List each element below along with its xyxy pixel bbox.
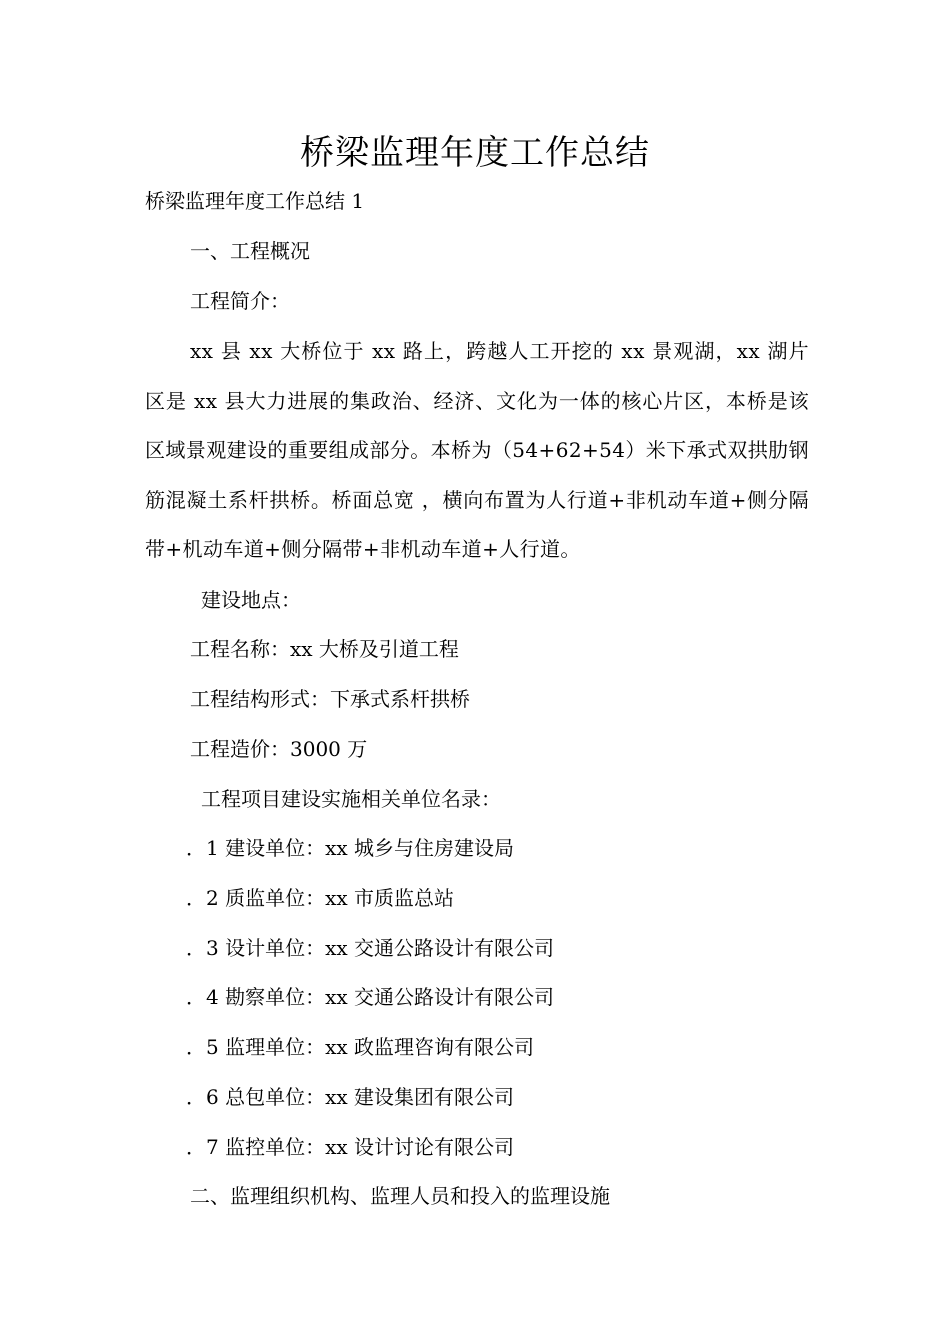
unit-list-item: ．4 勘察单位：xx 交通公路设计有限公司 bbox=[186, 985, 554, 1009]
unit-list-item: ．1 建设单位：xx 城乡与住房建设局 bbox=[186, 836, 514, 860]
project-cost: 工程造价：3000 万 bbox=[190, 737, 368, 761]
unit-list-item: ．7 监控单位：xx 设计讨论有限公司 bbox=[186, 1135, 514, 1159]
unit-list-item: ．3 设计单位：xx 交通公路设计有限公司 bbox=[186, 936, 554, 960]
location-label: 建设地点： bbox=[201, 588, 301, 612]
intro-paragraph: xx 县 xx 大桥位于 xx 路上，跨越人工开挖的 xx 景观湖，xx 湖片区是 xx 县大力进展的集政治、经济、文化为一体的核心片区，本桥是该区域景观建设的重要组成部分。本桥为（54+62+54）米下承式双拱肋钢筋混凝土系杆拱桥。桥面总宽 ，横向布置为人行道+非机动车道+侧分隔带+机动车道+侧分隔带+非机动车道+人行道。 bbox=[145, 339, 809, 561]
structure-type: 工程结构形式：下承式系杆拱桥 bbox=[190, 687, 470, 711]
section1-heading: 一、工程概况 bbox=[190, 239, 310, 263]
intro-heading: 工程简介： bbox=[190, 289, 290, 313]
section2-heading: 二、监理组织机构、监理人员和投入的监理设施 bbox=[190, 1184, 610, 1208]
unit-list-item: ．2 质监单位：xx 市质监总站 bbox=[186, 886, 454, 910]
project-name: 工程名称：xx 大桥及引道工程 bbox=[190, 637, 459, 661]
units-heading: 工程项目建设实施相关单位名录： bbox=[201, 787, 501, 811]
document-subtitle: 桥梁监理年度工作总结 1 bbox=[145, 189, 365, 213]
unit-list-item: ．6 总包单位：xx 建设集团有限公司 bbox=[186, 1085, 514, 1109]
document-title: 桥梁监理年度工作总结 bbox=[300, 133, 650, 173]
unit-list-item: ．5 监理单位：xx 政监理咨询有限公司 bbox=[186, 1035, 534, 1059]
